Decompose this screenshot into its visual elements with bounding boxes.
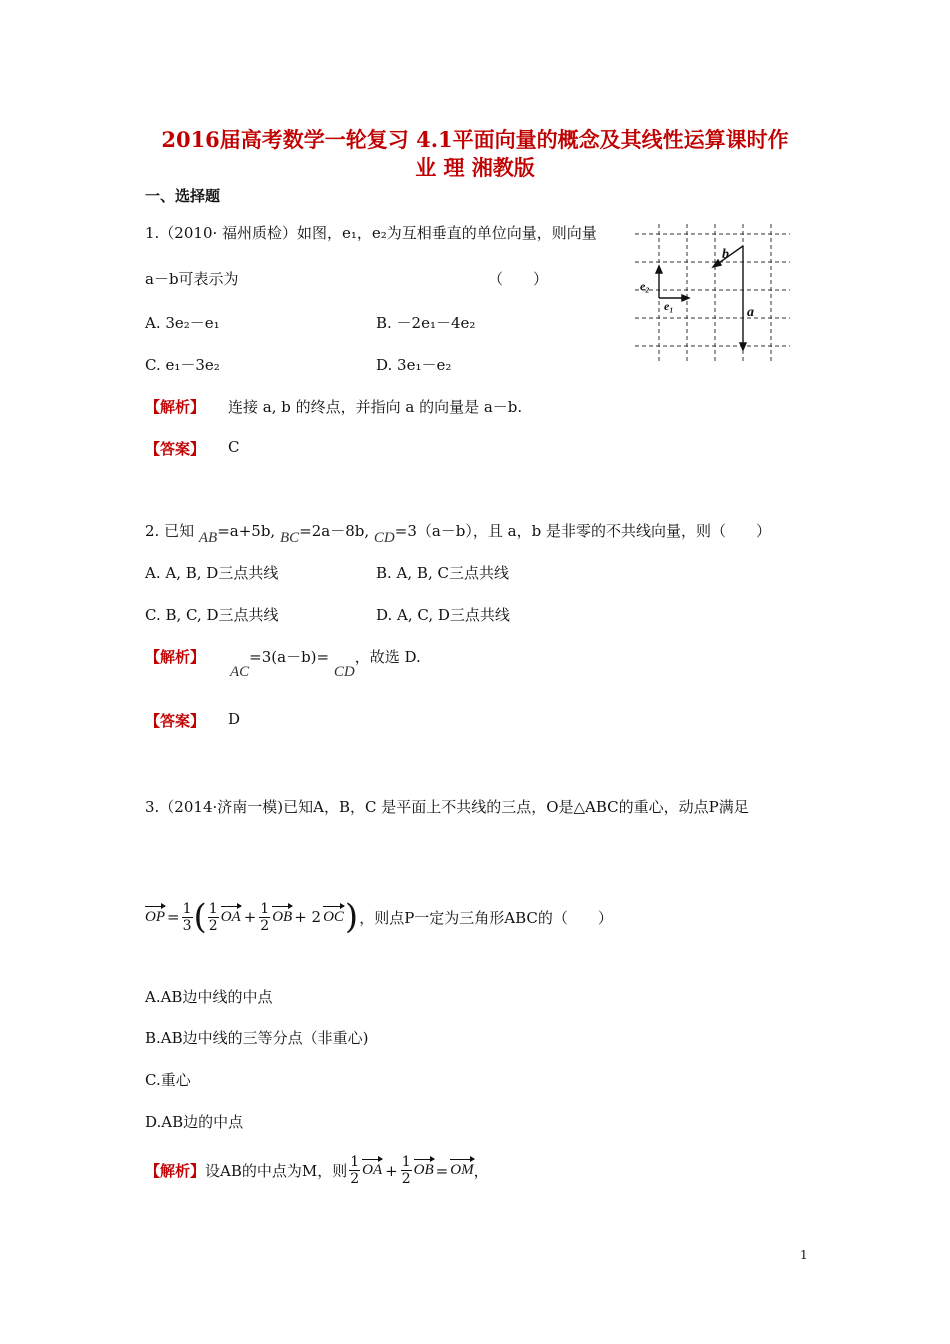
fraction-numerator: 1 [350, 1154, 360, 1170]
q1-answer-label: 【答案】 [145, 440, 206, 458]
vector-ob: OB [272, 908, 293, 925]
fig-label-e1: e₁ [664, 299, 674, 313]
fraction-numerator: 1 [260, 900, 270, 917]
q1-analysis-label: 【解析】 [145, 398, 206, 416]
fraction-one-half-b [259, 901, 270, 934]
q1-answer-paren: （ ） [488, 270, 549, 288]
right-paren: ) [344, 897, 359, 937]
q2-vector-ab: AB [198, 530, 218, 546]
q2-option-b: B. A, B, C三点共线 [376, 564, 509, 582]
q2-vector-cd: CD [373, 530, 395, 546]
q2-analysis-label: 【解析】 [145, 648, 206, 666]
q2-term2: =2a－8b, [299, 522, 370, 540]
q1-stem: 1.（2010· 福州质检）如图，e₁，e₂为互相垂直的单位向量，则向量 [145, 224, 597, 242]
formula-plus: + [243, 908, 257, 926]
q1-option-a: A. 3e₂－e₁ [145, 314, 220, 332]
left-paren: ( [193, 897, 207, 937]
fraction-numerator: 1 [401, 1154, 411, 1170]
section-heading: 一、选择题 [145, 187, 221, 205]
fraction-one-half-d [401, 1154, 412, 1187]
q2-vector-ac: AC [230, 664, 250, 680]
q3-option-b: B.AB边中线的三等分点（非重心) [145, 1029, 369, 1047]
fig-label-a: a [747, 305, 754, 320]
vector-oc: OC [323, 908, 344, 925]
fraction-denominator: 3 [182, 917, 192, 934]
formula-plus-two: + 2 [294, 908, 322, 926]
q3-formula [145, 897, 613, 937]
vector-om: OM [450, 1162, 474, 1178]
q2-term1: =a+5b, [217, 522, 276, 540]
q2-stem [145, 520, 771, 546]
q3-analysis-label: 【解析】 [145, 1162, 206, 1180]
q3-analysis [145, 1154, 489, 1187]
q2-analysis [230, 646, 421, 680]
fraction-numerator: 1 [182, 900, 192, 917]
q2-analysis-end: ，故选 D. [354, 648, 421, 666]
q2-term3: =3（a－b），且 a，b 是非零的不共线向量，则（ ） [394, 522, 771, 540]
fraction-one-third [182, 901, 193, 934]
page-number: 1 [800, 1248, 808, 1262]
vector-oa-2: OA [362, 1162, 383, 1178]
q3-analysis-text: 设AB的中点为M，则 [205, 1162, 348, 1180]
fig-label-e2: e₂ [640, 279, 650, 293]
q2-analysis-mid: =3(a－b)= [249, 648, 330, 666]
q1-analysis-text: 连接 a, b 的终点，并指向 a 的向量是 a－b. [228, 398, 523, 416]
q2-prefix: 2. 已知 [145, 522, 195, 540]
fraction-one-half-a [208, 901, 219, 934]
q1-vector-grid-figure [630, 222, 800, 370]
q3-formula-tail: ，则点P一定为三角形ABC的（ ） [359, 908, 613, 927]
q2-vector-cd-2: CD [333, 664, 355, 680]
fig-label-b: b [722, 247, 729, 262]
q2-option-d: D. A, C, D三点共线 [376, 606, 510, 624]
vector-op: OP [145, 908, 165, 925]
fraction-denominator: 2 [401, 1171, 411, 1187]
doc-title-line2: 业 理 湘教版 [415, 155, 535, 180]
formula-equals: = [167, 908, 180, 926]
q2-answer: D [228, 710, 241, 728]
q3-option-c: C.重心 [145, 1071, 191, 1089]
vector-oa: OA [220, 908, 241, 925]
q1-answer: C [228, 438, 240, 456]
fraction-denominator: 2 [208, 917, 218, 934]
q3-analysis-end: ， [473, 1162, 489, 1180]
q3-option-d: D.AB边的中点 [145, 1113, 244, 1131]
q3-stem: 3.（2014·济南一模)已知A，B，C 是平面上不共线的三点，O是△ABC的重心，动点P满足 [145, 798, 749, 816]
vector-ob-2: OB [413, 1162, 434, 1178]
analysis-plus: + [385, 1161, 398, 1180]
q2-answer-label: 【答案】 [145, 712, 206, 730]
fraction-denominator: 2 [260, 917, 270, 934]
fraction-numerator: 1 [208, 900, 218, 917]
q2-option-a: A. A, B, D三点共线 [145, 564, 279, 582]
analysis-equals: = [435, 1161, 449, 1180]
q1-option-c: C. e₁－3e₂ [145, 356, 220, 374]
fraction-one-half-c [349, 1154, 360, 1187]
q1-option-d: D. 3e₁－e₂ [376, 356, 452, 374]
fraction-denominator: 2 [350, 1171, 360, 1187]
q1-option-b: B. －2e₁－4e₂ [376, 314, 476, 332]
doc-title-line1: 2016届高考数学一轮复习 4.1平面向量的概念及其线性运算课时作 [161, 127, 789, 152]
q2-vector-bc: BC [279, 530, 300, 546]
q3-option-a: A.AB边中线的中点 [145, 988, 273, 1006]
q1-stem-cont: a－b可表示为 [145, 270, 239, 288]
q2-option-c: C. B, C, D三点共线 [145, 606, 279, 624]
